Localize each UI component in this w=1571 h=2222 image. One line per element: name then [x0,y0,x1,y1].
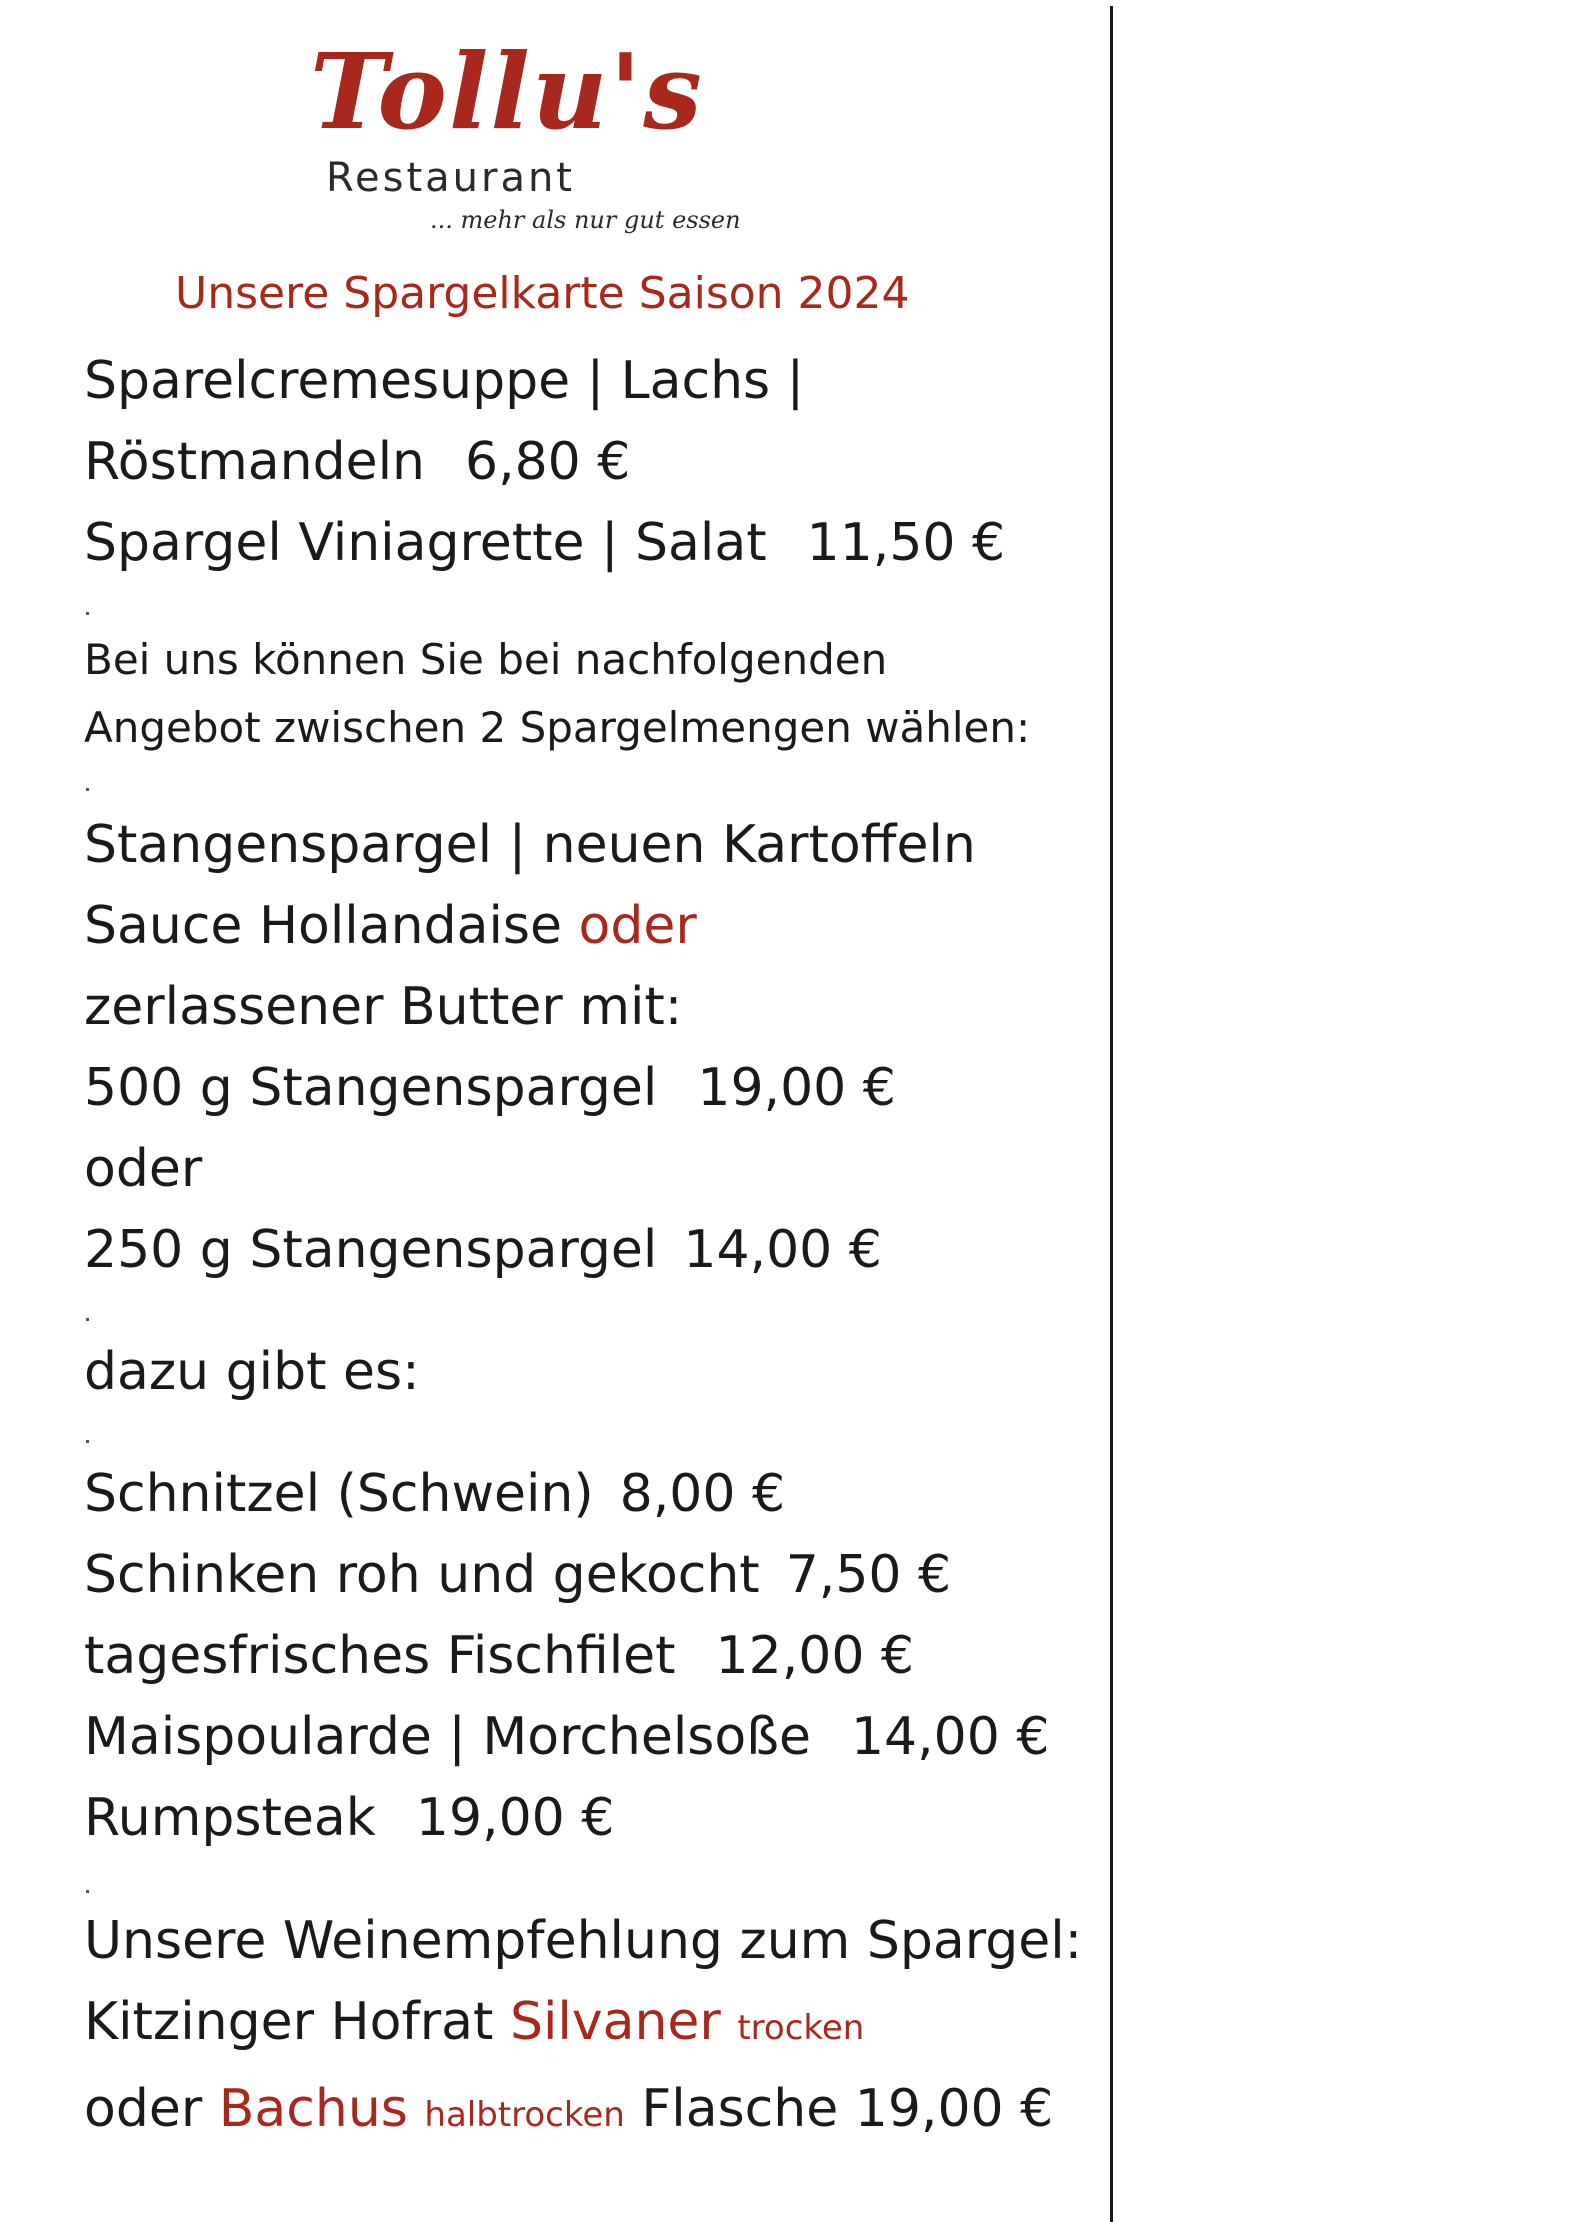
soup-line2: Röstmandeln [84,432,425,492]
soup-price: 6,80 € [464,432,631,492]
side-name: Schinken roh und gekocht [84,1545,760,1605]
menu-heading: Unsere Spargelkarte Saison 2024 [175,268,910,319]
wine-origin: Kitzinger Hofrat [84,1992,494,2052]
side-name: tagesfrisches Fischfilet [84,1626,676,1686]
wine-heading: Unsere Weinempfehlung zum Spargel: [84,1911,1083,1971]
sides-heading: dazu gibt es: [84,1342,420,1402]
option2-price: 14,00 € [683,1220,882,1280]
side-item [84,1546,951,1606]
logo-tagline: ... mehr als nur gut essen [430,206,741,234]
asparagus-option2 [84,1221,882,1281]
side-item [84,1465,785,1525]
option1-price: 19,00 € [697,1058,896,1118]
logo-name: Tollu's [310,30,704,153]
side-item [84,1708,1049,1768]
side-price: 12,00 € [715,1626,915,1686]
spacer-dot [86,788,89,791]
asparagus-option1 [84,1059,896,1119]
side-price: 19,00 € [415,1788,615,1848]
asparagus-line1: Stangenspargel | neuen Kartoffeln [84,815,976,875]
side-name: Maispoularde | Morchelsoße [84,1707,811,1767]
menu-item-soup [84,352,804,412]
restaurant-logo [310,30,810,250]
asparagus-line3: zerlassener Butter mit: [84,977,683,1037]
spacer-dot [86,1440,89,1443]
asparagus-or: oder [84,1139,203,1199]
asparagus-sauce: Sauce Hollandaise [84,896,562,956]
wine-price: 19,00 € [854,2079,1054,2139]
asparagus-oder-red: oder [578,896,697,956]
wine-or: oder [84,2079,203,2139]
option1-name: 500 g Stangenspargel [84,1058,658,1118]
vinaigrette-price: 11,50 € [806,513,1006,573]
soup-line1: Sparelcremesuppe | Lachs | [84,351,805,411]
asparagus-line2 [84,897,697,957]
wine-line1 [84,1993,864,2053]
menu-item-vinaigrette [84,514,1005,574]
intro-line1: Bei uns können Sie bei nachfolgenden [84,635,888,684]
wine-silvaner-note: trocken [737,2008,865,2048]
intro-line2: Angebot zwischen 2 Spargelmengen wählen: [84,703,1031,752]
vertical-divider [1110,6,1113,2222]
logo-subtitle: Restaurant [326,155,575,201]
menu-item-soup-cont [84,433,630,493]
wine-line2 [84,2080,1053,2140]
side-item [84,1627,914,1687]
spacer-dot [86,612,89,615]
side-price: 8,00 € [619,1464,786,1524]
side-price: 7,50 € [785,1545,952,1605]
side-name: Rumpsteak [84,1788,376,1848]
wine-silvaner: Silvaner [509,1992,721,2052]
option2-name: 250 g Stangenspargel [84,1220,658,1280]
wine-bachus: Bachus [218,2079,408,2139]
vinaigrette-name: Spargel Viniagrette | Salat [84,513,767,573]
spacer-dot [86,1890,89,1893]
side-price: 14,00 € [850,1707,1050,1767]
wine-bottle: Flasche [641,2079,839,2139]
spacer-dot [86,1318,89,1321]
side-name: Schnitzel (Schwein) [84,1464,594,1524]
wine-bachus-note: halbtrocken [424,2095,625,2135]
side-item [84,1789,614,1849]
